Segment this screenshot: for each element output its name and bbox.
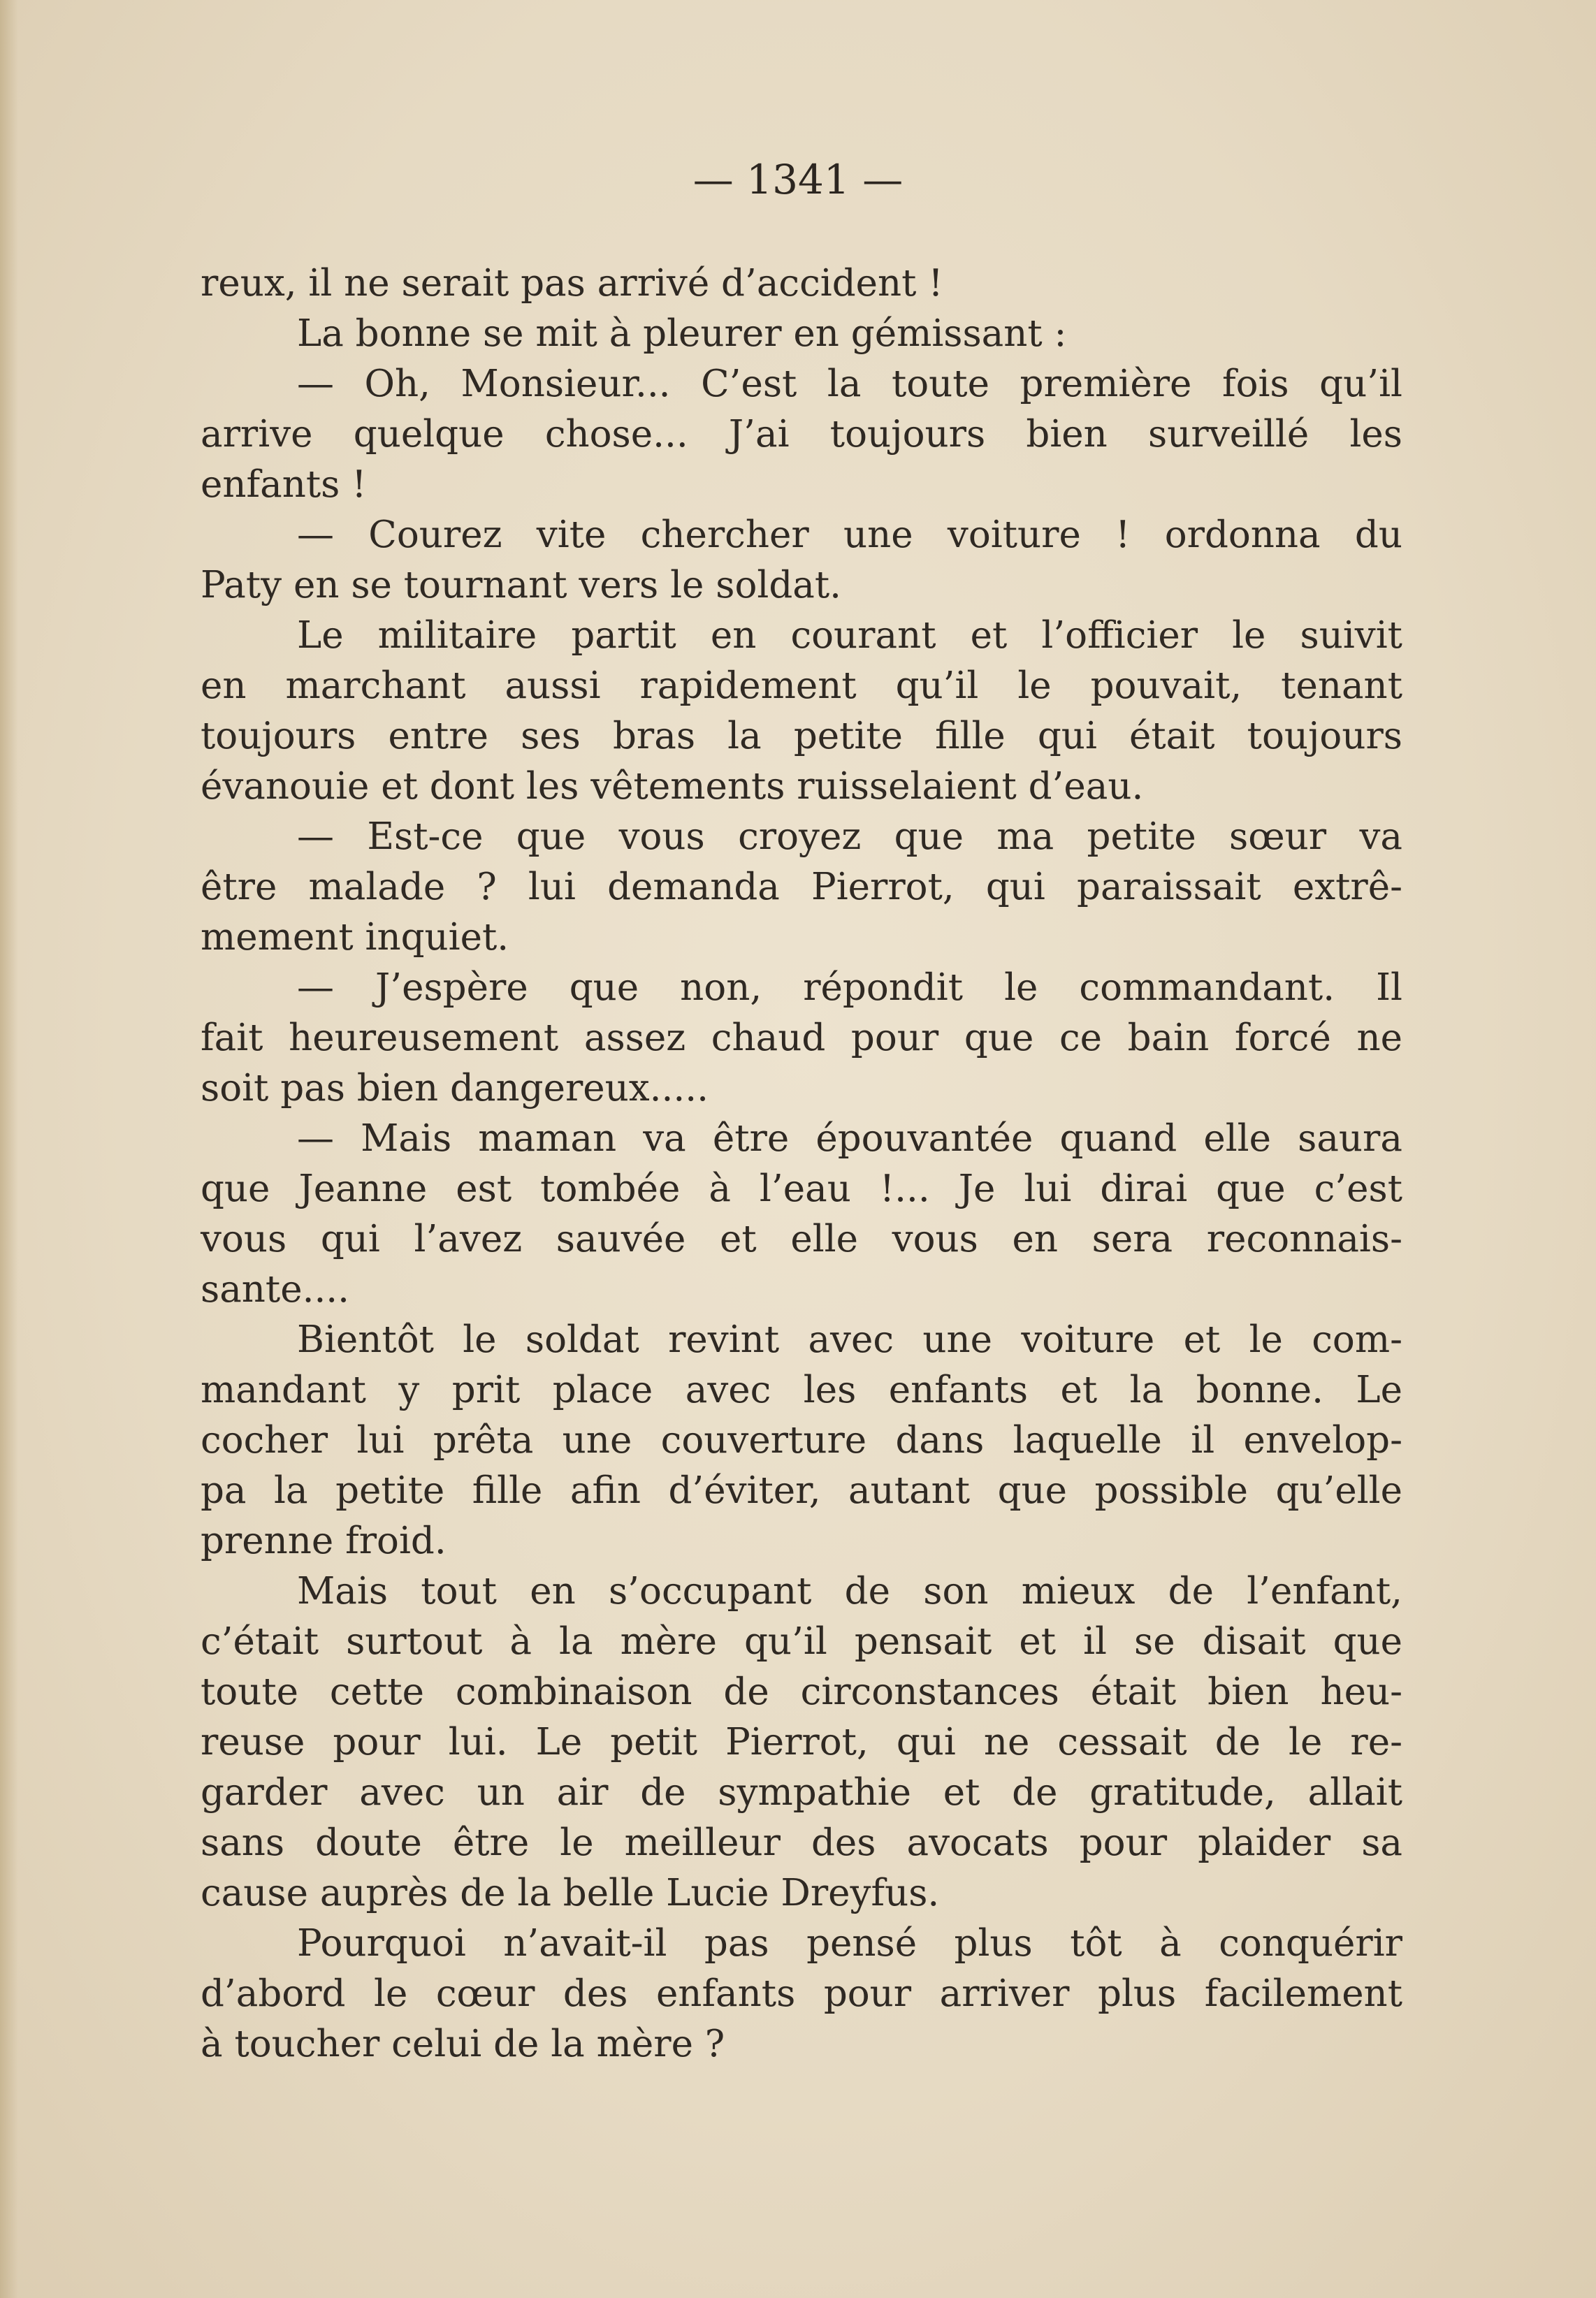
text-line: être malade ? lui demanda Pierrot, qui paraissait extrê- [201,866,1402,908]
text-line: garder avec un air de sympathie et de gratitude, allait [201,1771,1402,1814]
text-line: sante.... [201,1268,349,1311]
text-line: soit pas bien dangereux..... [201,1067,709,1110]
text-line: Le militaire partit en courant et l’officier le suivit [297,614,1402,657]
text-line: à toucher celui de la mère ? [201,2023,725,2065]
text-line: Paty en se tournant vers le soldat. [201,564,841,606]
text-line: cause auprès de la belle Lucie Dreyfus. [201,1872,940,1914]
text-line: La bonne se mit à pleurer en gémissant : [297,312,1067,355]
page-number: — 1341 — [692,156,904,203]
text-line: évanouie et dont les vêtements ruisselaient d’eau. [201,765,1144,808]
text-line: vous qui l’avez sauvée et elle vous en sera reconnais- [201,1218,1402,1260]
text-line: reux, il ne serait pas arrivé d’accident ! [201,262,943,305]
text-line: reuse pour lui. Le petit Pierrot, qui ne cessait de le re- [201,1721,1402,1764]
text-line: — Courez vite chercher une voiture ! ordonna du [297,514,1402,556]
text-line: pa la petite fille afin d’éviter, autant que possible qu’elle [201,1469,1402,1512]
text-line: cocher lui prêta une couverture dans laquelle il envelop- [201,1419,1402,1462]
text-line: — Mais maman va être épouvantée quand elle saura [297,1117,1402,1160]
text-line: Bientôt le soldat revint avec une voiture et le com- [297,1318,1402,1361]
text-line: sans doute être le meilleur des avocats pour plaider sa [201,1821,1402,1864]
text-line: Pourquoi n’avait-il pas pensé plus tôt à conquérir [297,1922,1402,1965]
text-line: — Oh, Monsieur... C’est la toute première fois qu’il [297,363,1402,405]
text-line: enfants ! [201,463,367,506]
text-line: prenne froid. [201,1520,447,1562]
text-line: toujours entre ses bras la petite fille qui était toujours [201,715,1402,757]
page-edge-shadow [0,0,18,2298]
text-line: Mais tout en s’occupant de son mieux de l’enfant, [297,1570,1402,1613]
text-line: mement inquiet. [201,916,509,959]
body-text [201,259,1402,2070]
text-line: que Jeanne est tombée à l’eau !... Je lui dirai que c’est [201,1168,1402,1210]
text-line: fait heureusement assez chaud pour que ce bain forcé ne [201,1017,1402,1059]
text-line: toute cette combinaison de circonstances était bien heu- [201,1671,1402,1713]
text-line: en marchant aussi rapidement qu’il le pouvait, tenant [201,664,1402,707]
text-line: mandant y prit place avec les enfants et la bonne. Le [201,1369,1402,1411]
text-line: d’abord le cœur des enfants pour arriver plus facilement [201,1972,1402,2015]
text-line: arrive quelque chose... J’ai toujours bien surveillé les [201,413,1402,456]
text-line: — Est-ce que vous croyez que ma petite sœur va [297,815,1402,858]
text-line: — J’espère que non, répondit le commandant. Il [297,966,1402,1009]
text-line: c’était surtout à la mère qu’il pensait et il se disait que [201,1620,1402,1663]
